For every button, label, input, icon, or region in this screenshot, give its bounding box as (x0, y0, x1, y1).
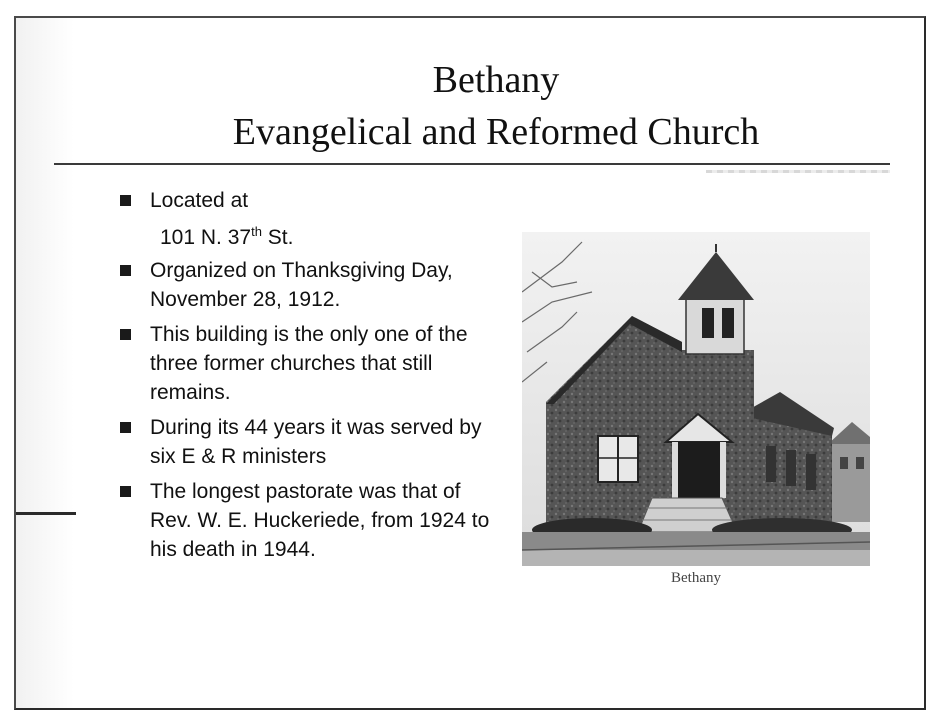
bullet-square-icon (120, 195, 131, 206)
left-shade (16, 18, 74, 708)
title-line-2: Evangelical and Reformed Church (232, 111, 760, 153)
bullet-item-location (114, 186, 494, 215)
address-line (114, 217, 494, 252)
bullet-item-organized (114, 256, 494, 314)
bullet-item-building (114, 320, 494, 407)
bullet-text: During its 44 years it was served by six E & R ministers (150, 416, 482, 468)
slide-frame (14, 16, 926, 710)
bullet-item-pastorate (114, 477, 494, 564)
bullet-square-icon (120, 486, 131, 497)
title-line-1: Bethany (432, 59, 560, 101)
bullet-square-icon (120, 422, 131, 433)
church-photo (522, 232, 870, 566)
bullet-item-ministers (114, 413, 494, 471)
slide-title (116, 54, 876, 158)
bullet-square-icon (120, 329, 131, 340)
photo-caption: Bethany (671, 570, 721, 586)
side-rule (16, 512, 76, 515)
bullet-text: Located at (150, 189, 249, 212)
bullet-text: This building is the only one of the three former churches that still remains. (150, 323, 468, 404)
address-suffix: St. (261, 226, 294, 249)
bullet-square-icon (120, 265, 131, 276)
address-prefix: 101 N. 37 (160, 226, 252, 249)
address-superscript: th (251, 224, 262, 239)
bullet-text: Organized on Thanksgiving Day, November 28, 1912. (150, 259, 453, 311)
title-divider-shadow (706, 170, 890, 173)
bullet-text: The longest pastorate was that of Rev. W. E. Huckeriede, from 1924 to his death in 1944. (150, 480, 490, 561)
bullet-list (114, 186, 494, 570)
title-divider (54, 163, 890, 165)
